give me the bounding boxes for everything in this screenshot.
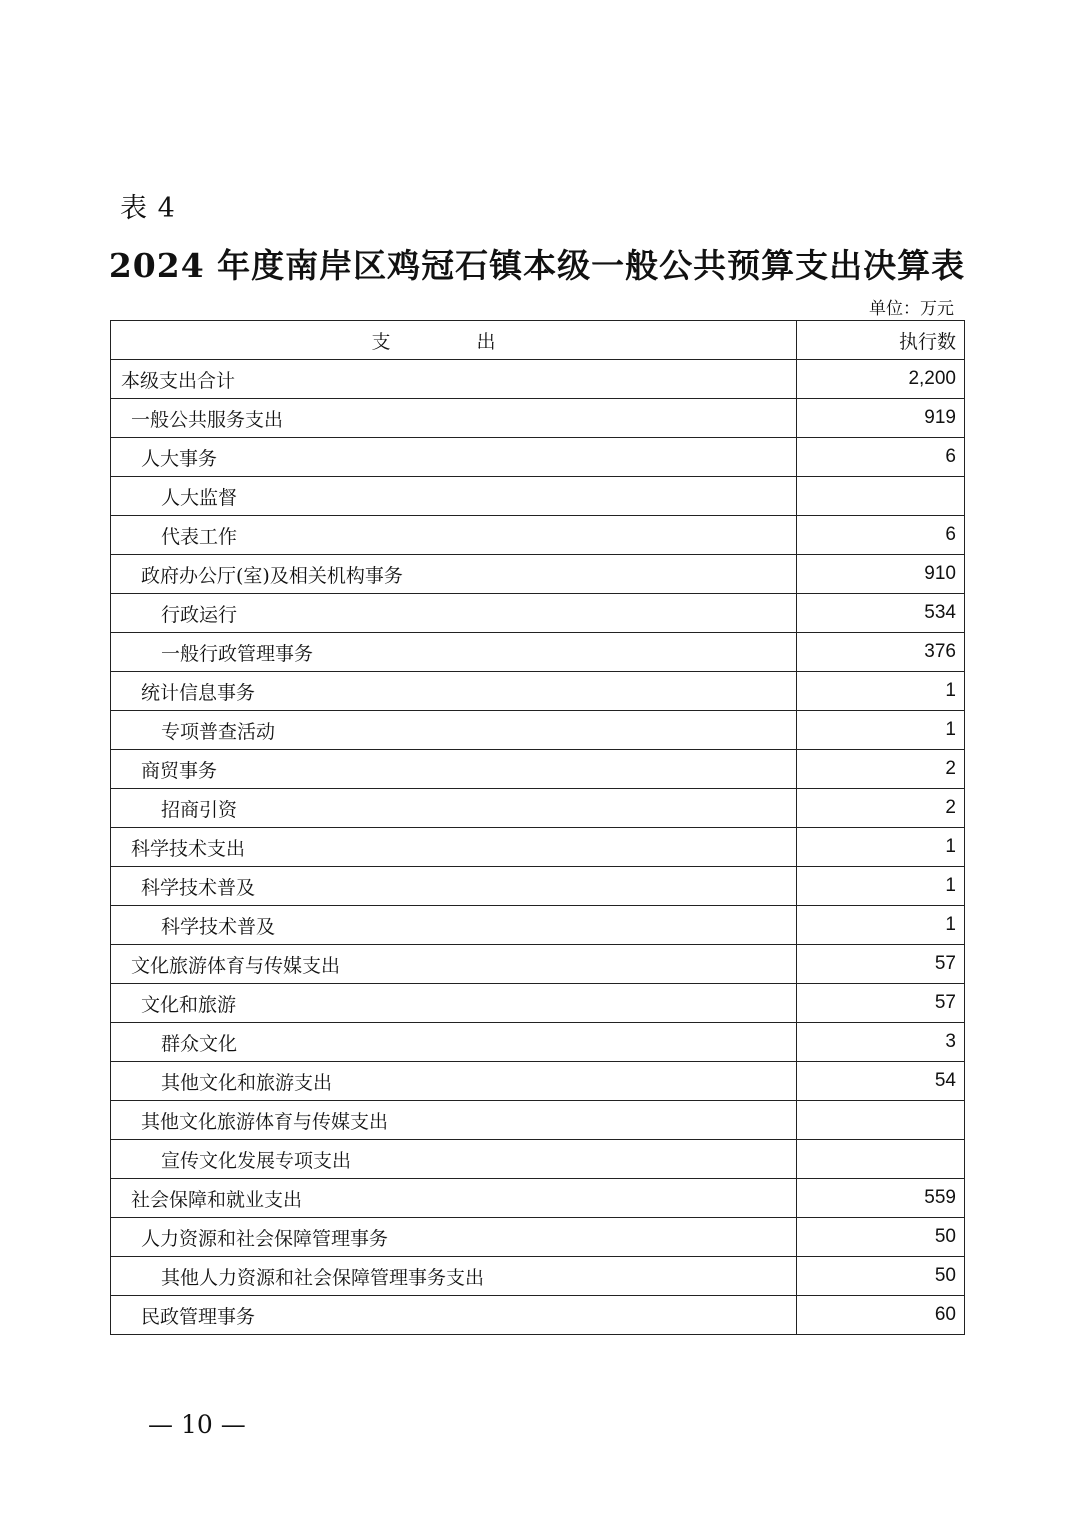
row-item-value: 57	[797, 945, 965, 984]
row-item-name: 社会保障和就业支出	[111, 1179, 797, 1218]
row-item-name: 招商引资	[111, 789, 797, 828]
row-item-value: 1	[797, 867, 965, 906]
row-item-value: 1	[797, 672, 965, 711]
row-item-name: 文化和旅游	[111, 984, 797, 1023]
row-item-value: 6	[797, 516, 965, 555]
budget-table	[110, 320, 965, 1335]
row-item-name: 科学技术支出	[111, 828, 797, 867]
row-item-name: 其他文化旅游体育与传媒支出	[111, 1101, 797, 1140]
unit-label: 单位：万元	[869, 299, 954, 319]
table-row	[111, 1101, 965, 1140]
row-item-name: 群众文化	[111, 1023, 797, 1062]
row-item-name: 一般行政管理事务	[111, 633, 797, 672]
row-item-value: 2	[797, 789, 965, 828]
table-row	[111, 711, 965, 750]
row-item-value: 559	[797, 1179, 965, 1218]
row-item-value: 2,200	[797, 360, 965, 399]
row-item-value	[797, 1140, 965, 1179]
row-item-name: 人大监督	[111, 477, 797, 516]
row-item-value	[797, 477, 965, 516]
table-row	[111, 867, 965, 906]
table-row	[111, 1023, 965, 1062]
row-item-name: 其他人力资源和社会保障管理事务支出	[111, 1257, 797, 1296]
row-item-name: 文化旅游体育与传媒支出	[111, 945, 797, 984]
row-item-value: 60	[797, 1296, 965, 1335]
table-row	[111, 516, 965, 555]
row-item-name: 民政管理事务	[111, 1296, 797, 1335]
table-row	[111, 1140, 965, 1179]
row-item-name: 人力资源和社会保障管理事务	[111, 1218, 797, 1257]
row-item-value: 1	[797, 711, 965, 750]
row-item-name: 其他文化和旅游支出	[111, 1062, 797, 1101]
row-item-value: 3	[797, 1023, 965, 1062]
table-row	[111, 750, 965, 789]
row-item-name: 本级支出合计	[111, 360, 797, 399]
row-item-name: 科学技术普及	[111, 906, 797, 945]
row-item-value: 534	[797, 594, 965, 633]
row-item-value: 376	[797, 633, 965, 672]
table-row	[111, 360, 965, 399]
row-item-value: 54	[797, 1062, 965, 1101]
table-header-row	[111, 321, 965, 360]
table-row	[111, 594, 965, 633]
row-item-value: 910	[797, 555, 965, 594]
table-row	[111, 1179, 965, 1218]
row-item-name: 政府办公厅(室)及相关机构事务	[111, 555, 797, 594]
table-row	[111, 945, 965, 984]
table-row	[111, 1062, 965, 1101]
document-title: 2024 年度南岸区鸡冠石镇本级一般公共预算支出决算表	[108, 246, 966, 285]
row-item-name: 行政运行	[111, 594, 797, 633]
row-item-name: 人大事务	[111, 438, 797, 477]
row-item-name: 宣传文化发展专项支出	[111, 1140, 797, 1179]
row-item-value: 6	[797, 438, 965, 477]
row-item-name: 商贸事务	[111, 750, 797, 789]
row-item-name: 一般公共服务支出	[111, 399, 797, 438]
table-row	[111, 1257, 965, 1296]
table-label: 表 4	[120, 193, 176, 224]
row-item-name: 专项普查活动	[111, 711, 797, 750]
page-number: — 10 —	[148, 1410, 246, 1439]
table-row	[111, 555, 965, 594]
row-item-value: 50	[797, 1218, 965, 1257]
row-item-value: 1	[797, 906, 965, 945]
table-row	[111, 828, 965, 867]
table-row	[111, 438, 965, 477]
table-row	[111, 672, 965, 711]
table-row	[111, 1296, 965, 1335]
table-row	[111, 906, 965, 945]
header-expenditure: 支 出	[111, 321, 797, 360]
row-item-name: 代表工作	[111, 516, 797, 555]
row-item-value	[797, 1101, 965, 1140]
row-item-value: 57	[797, 984, 965, 1023]
header-executed-amount: 执行数	[797, 321, 965, 360]
table-row	[111, 477, 965, 516]
row-item-value: 50	[797, 1257, 965, 1296]
table-row	[111, 399, 965, 438]
row-item-name: 统计信息事务	[111, 672, 797, 711]
row-item-name: 科学技术普及	[111, 867, 797, 906]
table-row	[111, 789, 965, 828]
row-item-value: 1	[797, 828, 965, 867]
table-row	[111, 984, 965, 1023]
row-item-value: 919	[797, 399, 965, 438]
table-row	[111, 633, 965, 672]
table-row	[111, 1218, 965, 1257]
row-item-value: 2	[797, 750, 965, 789]
